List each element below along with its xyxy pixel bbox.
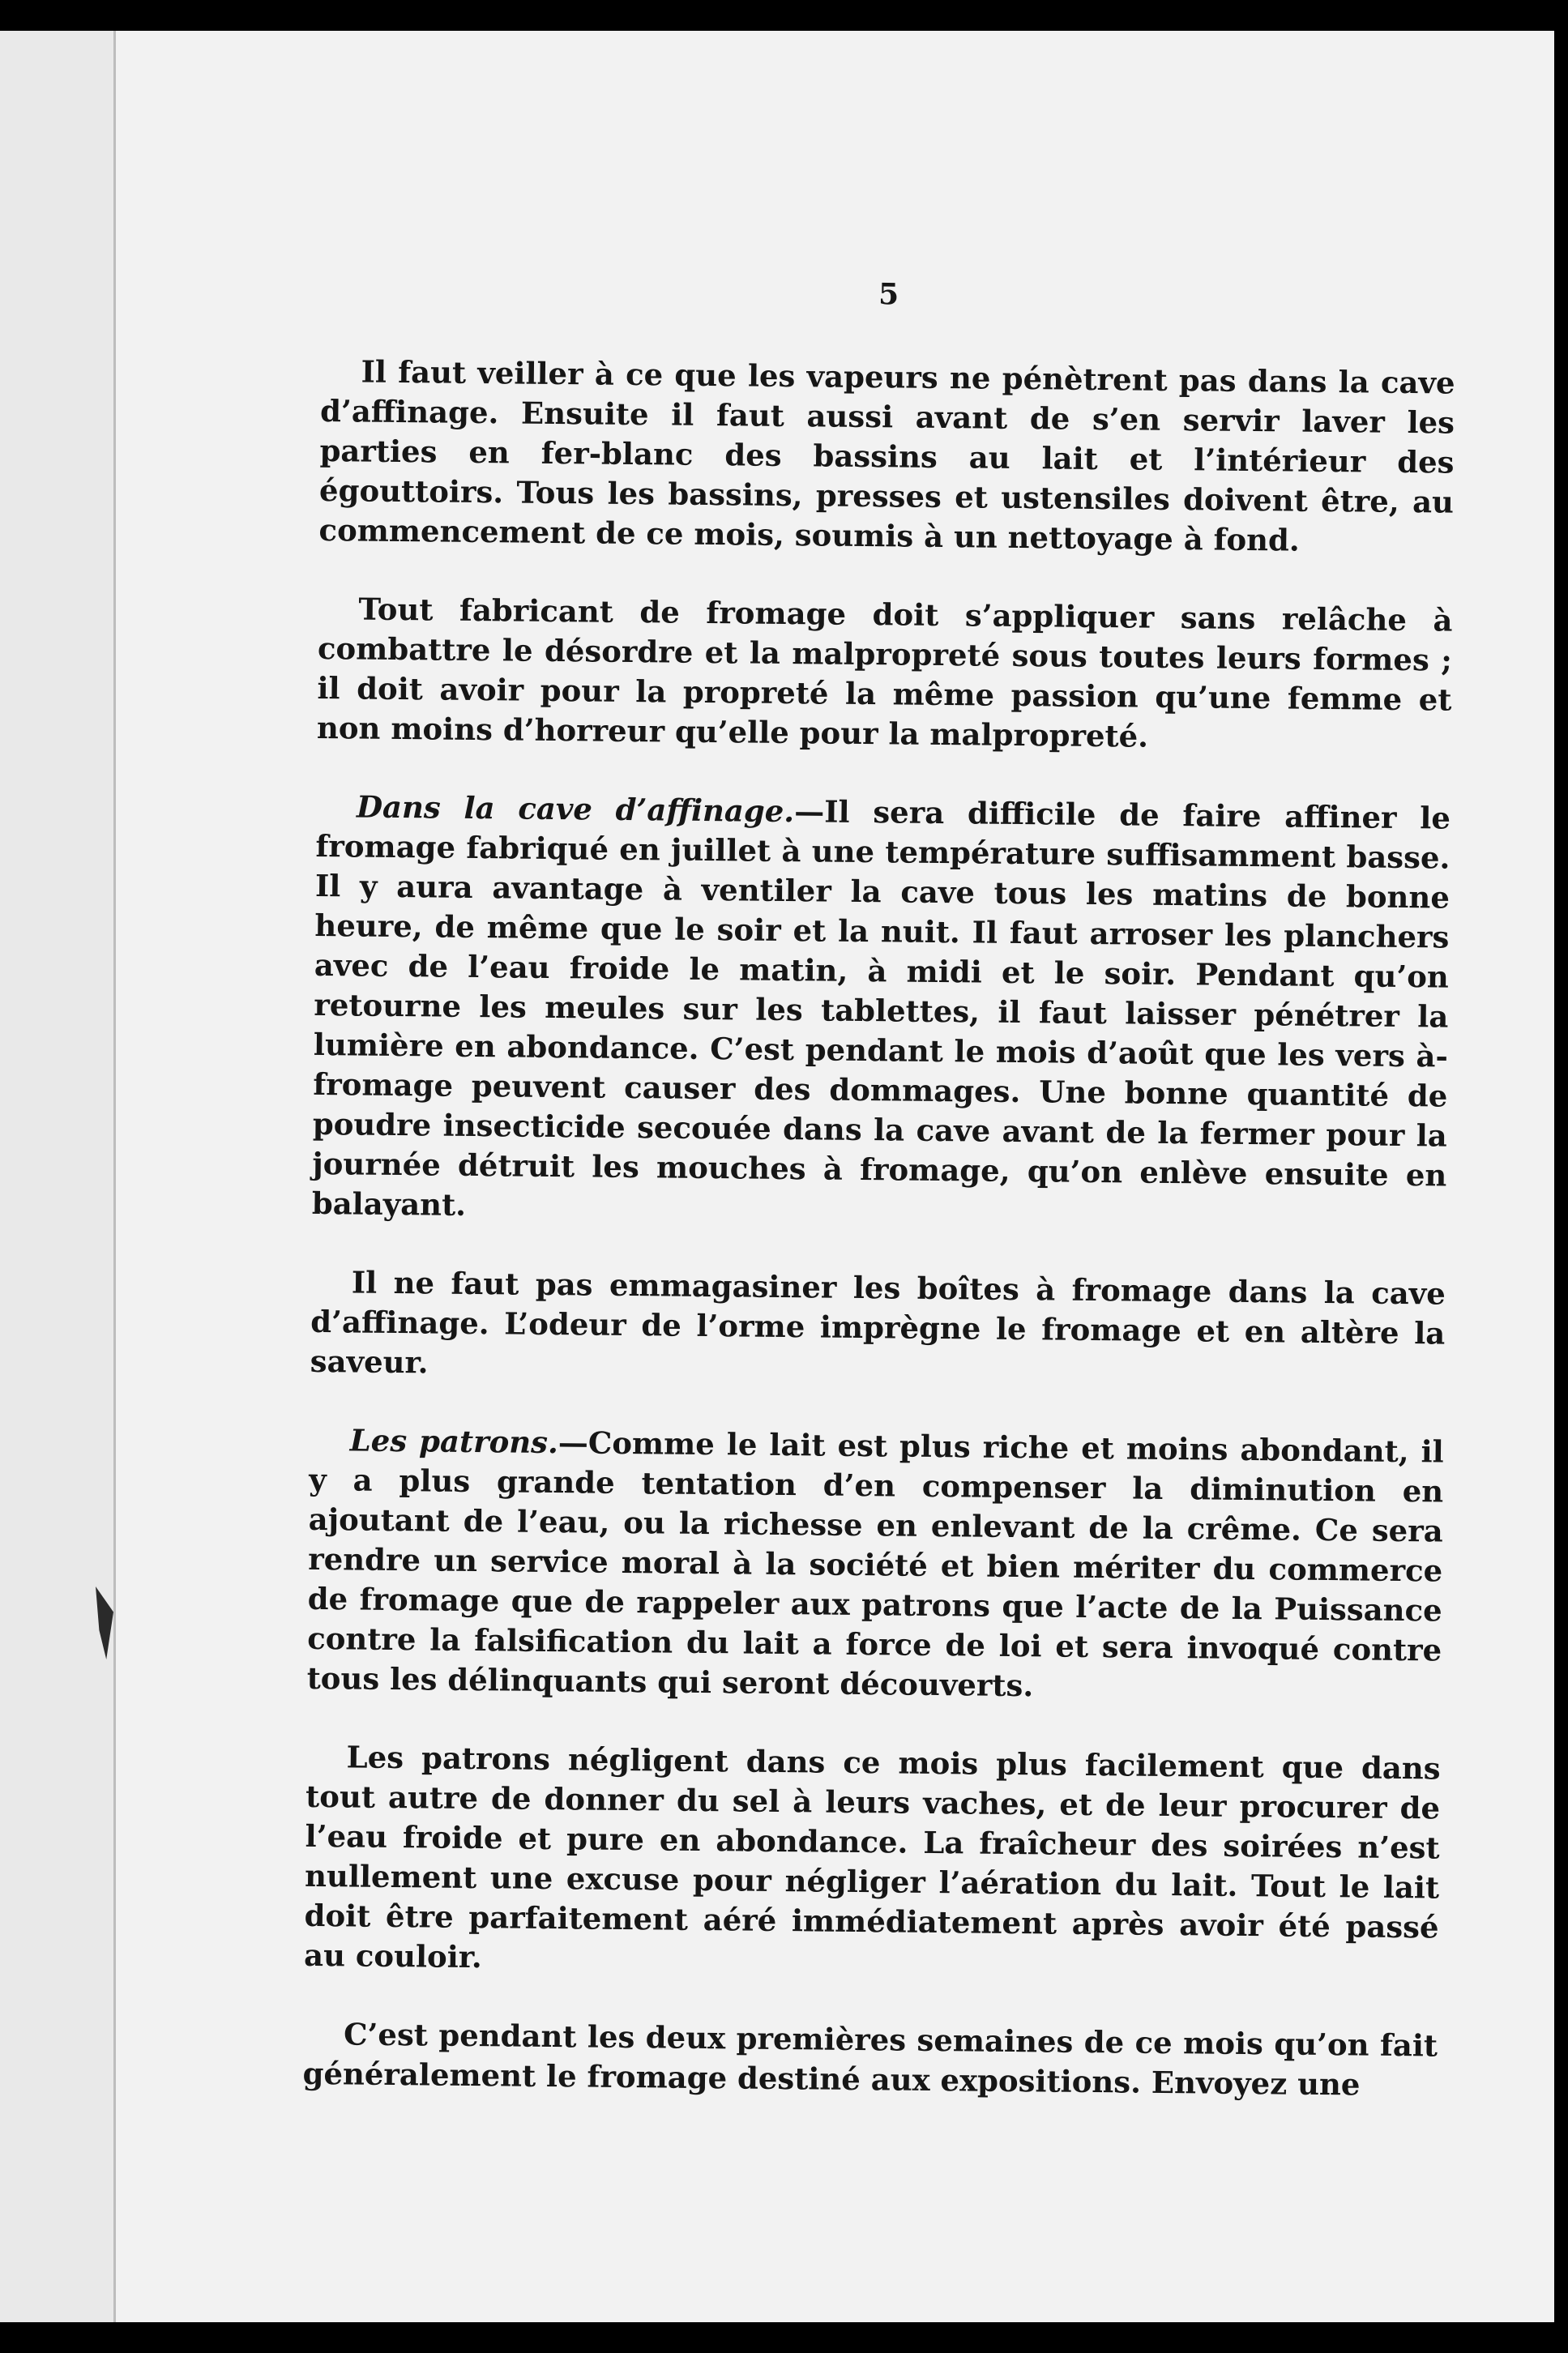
binding-mark	[96, 1586, 113, 1659]
paragraph	[304, 1737, 1441, 1988]
paragraph-text: Les patrons négligent dans ce mois plus facilement que dans tout autre de donner du sel à leurs vaches, et de leur procurer de l’eau froide et pure en abondance. La fraîcheur des soirées n’est nullement une excuse pour négliger l’aération du lait. Tout le lait doit être parfaitement aéré immédiatement après avoir été passé au couloir.	[303, 1739, 1441, 1975]
paragraph	[317, 589, 1453, 760]
paragraph	[302, 2014, 1438, 2106]
paragraph-text: Il ne faut pas emmagasiner les boîtes à fromage dans la cave d’affinage. L’odeur de l’orme imprègne le fromage et en altère la saveur.	[310, 1264, 1446, 1381]
paragraph	[306, 1420, 1444, 1710]
paragraph-text: —Il sera difficile de faire affiner le fromage fabriqué en juillet à une température suffisamment basse. Il y aura avantage à ventiler la cave tous les matins de bonne heure, de même que le soir et la nuit. Il faut arroser les planchers avec de l’eau froide le matin, à midi et le soir. Pendant qu’on retourne les meules sur les tablettes, il faut laisser pénétrer la lumière en abondance. C’est pendant le mois d’août que les vers à-fromage peuvent causer des dommages. Une bonne quantité de poudre insecticide secouée dans la cave avant de la fermer pour la journée détruit les mouches à fromage, qu’on enlève ensuite en balayant.	[311, 793, 1451, 1223]
paragraph	[318, 352, 1455, 562]
paragraph-text: Tout fabricant de fromage doit s’appliquer sans relâche à combattre le désordre et la malpropreté sous toutes leurs formes ; il doit avoir pour la propreté la même passion qu’une femme et non moins d’horreur qu’elle pour la malpropreté.	[316, 591, 1453, 754]
section-lead: Dans la cave d’affinage.	[356, 788, 795, 830]
scanned-page	[116, 31, 1554, 2322]
paragraph-text: —Comme le lait est plus riche et moins abondant, il y a plus grande tentation d’en compenser la diminution en ajoutant de l’eau, ou la richesse en enlevant de la crême. Ce sera rendre un service moral à la société et bien mériter du commerce de fromage que de rappeler aux patrons que l’acte de la Puissance contre la falsification du lait a force de loi et sera invoqué contre tous les délinquants qui seront découverts.	[306, 1424, 1444, 1704]
paragraph	[312, 787, 1451, 1236]
page-number: 5	[878, 277, 899, 312]
section-lead: Les patrons.	[349, 1422, 559, 1461]
paragraph	[310, 1262, 1446, 1394]
text-block	[302, 31, 1459, 2103]
facing-page-edge	[0, 31, 116, 2322]
paragraph-text: C’est pendant les deux premières semaines de ce mois qu’on fait généralement le fromage destiné aux expositions. Envoyez une	[302, 2016, 1438, 2103]
paragraph-text: Il faut veiller à ce que les vapeurs ne pénètrent pas dans la cave d’affinage. Ensuite il faut aussi avant de s’en servir laver les parties en fer-blanc des bassins au lait et l’intérieur des égouttoirs. Tous les bassins, presses et ustensiles doivent être, au commencement de ce mois, soumis à un nettoyage à fond.	[318, 353, 1455, 558]
body-text	[302, 352, 1455, 2145]
